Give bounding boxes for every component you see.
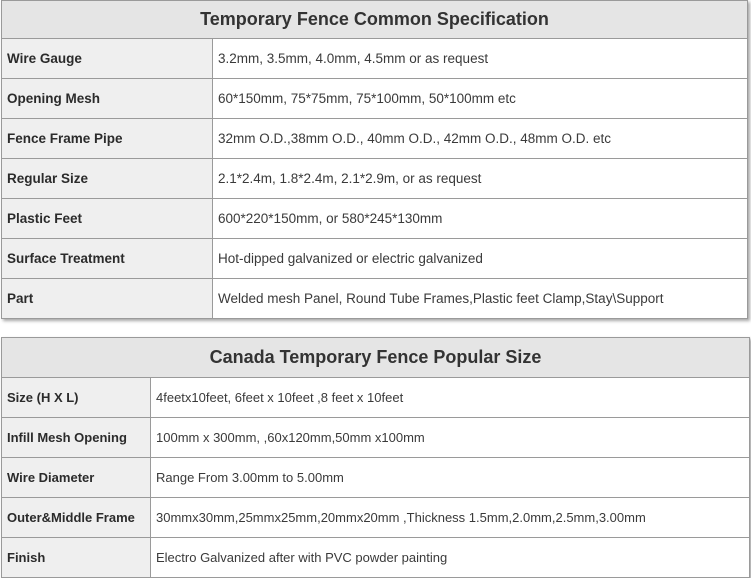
row-value: Range From 3.00mm to 5.00mm <box>151 458 750 498</box>
row-label: Plastic Feet <box>2 199 213 239</box>
table-row <box>2 79 748 119</box>
common-spec-table <box>1 0 748 319</box>
row-label: Size (H X L) <box>2 378 151 418</box>
row-value: 600*220*150mm, or 580*245*130mm <box>213 199 748 239</box>
row-label: Infill Mesh Opening <box>2 418 151 458</box>
row-label: Finish <box>2 538 151 578</box>
row-value: 100mm x 300mm, ,60x120mm,50mm x100mm <box>151 418 750 458</box>
table-row <box>2 418 750 458</box>
canada-size-table <box>1 337 750 578</box>
row-label: Surface Treatment <box>2 239 213 279</box>
row-label: Wire Gauge <box>2 39 213 79</box>
row-value: Welded mesh Panel, Round Tube Frames,Plastic feet Clamp,Stay\Support <box>213 279 748 319</box>
table-row <box>2 458 750 498</box>
row-label: Regular Size <box>2 159 213 199</box>
table-title-row <box>2 338 750 378</box>
table-row <box>2 159 748 199</box>
row-label: Fence Frame Pipe <box>2 119 213 159</box>
table-title: Canada Temporary Fence Popular Size <box>2 338 750 378</box>
table-row <box>2 119 748 159</box>
table-row <box>2 378 750 418</box>
table-row <box>2 279 748 319</box>
table-row <box>2 538 750 578</box>
row-label: Wire Diameter <box>2 458 151 498</box>
row-value: 32mm O.D.,38mm O.D., 40mm O.D., 42mm O.D., 48mm O.D. etc <box>213 119 748 159</box>
row-value: 3.2mm, 3.5mm, 4.0mm, 4.5mm or as request <box>213 39 748 79</box>
row-value: Electro Galvanized after with PVC powder painting <box>151 538 750 578</box>
row-value: 4feetx10feet, 6feet x 10feet ,8 feet x 10feet <box>151 378 750 418</box>
row-value: 30mmx30mm,25mmx25mm,20mmx20mm ,Thickness 1.5mm,2.0mm,2.5mm,3.00mm <box>151 498 750 538</box>
table-row <box>2 239 748 279</box>
table-row <box>2 39 748 79</box>
row-label: Outer&Middle Frame <box>2 498 151 538</box>
row-label: Part <box>2 279 213 319</box>
row-value: 60*150mm, 75*75mm, 75*100mm, 50*100mm etc <box>213 79 748 119</box>
row-label: Opening Mesh <box>2 79 213 119</box>
table-title-row <box>2 1 748 39</box>
table-row <box>2 498 750 538</box>
row-value: Hot-dipped galvanized or electric galvanized <box>213 239 748 279</box>
table-row <box>2 199 748 239</box>
row-value: 2.1*2.4m, 1.8*2.4m, 2.1*2.9m, or as request <box>213 159 748 199</box>
table-title: Temporary Fence Common Specification <box>2 1 748 39</box>
